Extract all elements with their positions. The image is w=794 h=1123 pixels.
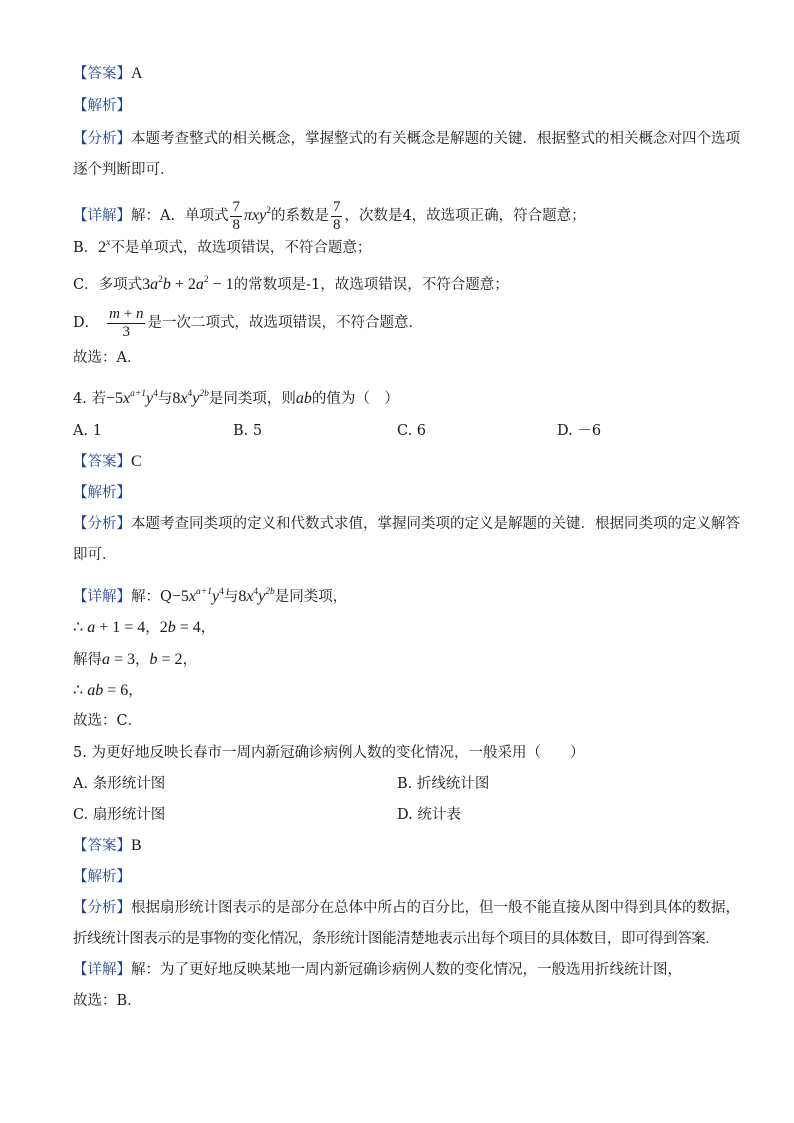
q4-step3 (73, 681, 143, 701)
fenxi-tag: 【分析】 (73, 516, 131, 532)
q5-fenxi-line1 (73, 898, 740, 918)
q4-step1 (73, 618, 215, 638)
fraction-m-plus-n-over-3: $\frac{m + n}{3}$ (109, 305, 144, 340)
therefore-symbol: ∴ (73, 682, 88, 699)
q3-detail-a (73, 193, 586, 234)
q3-option-d-detail (73, 304, 423, 342)
therefore-symbol: ∴ (73, 619, 88, 636)
detail-suffix: 是同类项， (274, 589, 348, 605)
answer-tag: 【答案】 (73, 454, 131, 470)
q5-option-d[interactable]: D. 统计表 (397, 807, 461, 823)
b-suffix: 不是单项式，故选项错误，不符合题意； (110, 240, 372, 256)
b-prefix: B． (73, 240, 99, 256)
polynomial-expr: $3a^2b + 2a^2 - 1$ (142, 275, 234, 293)
q4-detail (73, 582, 347, 607)
q4-option-b[interactable]: B. 5 (233, 423, 263, 439)
answer-value: C (131, 453, 142, 470)
eq-2b: 2b = 4 (159, 619, 201, 636)
step1-end: ， (200, 620, 216, 636)
power-expr: 2$^x$ (98, 238, 111, 256)
q5-choose: 故选：B． (73, 993, 142, 1009)
answer-tag: 【答案】 (73, 66, 131, 82)
answer-tag: 【答案】 (73, 838, 131, 854)
analysis-tag: 【解析】 (73, 869, 131, 885)
q4-stem-mid2: 是同类项，则 (208, 391, 296, 407)
fenxi-tag: 【分析】 (73, 131, 131, 147)
detail-mid: 与 (223, 589, 239, 605)
q5-option-a[interactable]: A. 条形统计图 (73, 776, 166, 792)
monomial-expr: πxy$^2$ (243, 206, 271, 224)
q4-stem-suffix: 的值为（ ） (311, 391, 399, 407)
q4-stem (73, 384, 399, 409)
eq-a-plus-1: a + 1 = 4 (87, 619, 146, 636)
q4-fenxi-line1 (73, 514, 740, 534)
detail-tag: 【详解】 (73, 589, 131, 605)
q5-analysis-heading (73, 867, 131, 887)
q4-option-d[interactable]: D. －6 (557, 423, 602, 439)
q4-ab: ab (295, 390, 312, 407)
fenxi-text: 根据扇形统计图表示的是部分在总体中所占的百分比，但一般不能直接从图中得到具体的数据， (131, 900, 740, 916)
q3-fenxi-line2: 逐个判断即可． (73, 162, 175, 178)
d-suffix: 是一次二项式，故选项错误，不符合题意． (147, 315, 423, 331)
detail-a-suffix: ，次数是4，故选项正确，符合题意； (344, 208, 586, 224)
q5-detail (73, 960, 682, 980)
q3-option-c-detail (73, 270, 509, 295)
answer-value: A (131, 65, 143, 82)
c-prefix: C．多项式 (73, 277, 143, 293)
q4-term1: $-5x^{a+1}y^4$ (105, 389, 158, 407)
q4-stem-prefix: 4. 若 (73, 391, 106, 407)
eq-a-3: a = 3 (102, 651, 136, 668)
q3-choose: 故选：A． (73, 350, 142, 366)
fenxi-text: 本题考查同类项的定义和代数式求值，掌握同类项的定义是解题的关键．根据同类项的定义解答 (131, 516, 740, 532)
detail-a-prefix: 解：A．单项式 (131, 208, 229, 224)
d-prefix: D． (73, 315, 100, 331)
q4-step2 (73, 650, 197, 670)
analysis-tag: 【解析】 (73, 485, 131, 501)
q5-fenxi-line2: 折线统计图表示的是事物的变化情况，条形统计图能清楚地表示出每个项目的具体数目，即可得到答案． (73, 931, 720, 947)
step2-sep: ， (135, 652, 150, 668)
q3-analysis-heading (73, 96, 131, 116)
detail-text: 解：为了更好地反映某地一周内新冠确诊病例人数的变化情况，一般选用折线统计图， (131, 962, 682, 978)
q3-answer-line (73, 64, 143, 84)
step3-end: ， (128, 683, 143, 699)
step2-prefix: 解得 (73, 652, 102, 668)
q4-answer-line (73, 452, 142, 472)
detail-tag: 【详解】 (73, 208, 131, 224)
q3-fenxi-line1 (73, 129, 740, 149)
fraction-7-8: $\frac{7}{8}$ (232, 198, 240, 233)
step1-sep: ， (145, 620, 160, 636)
detail-term2: $8x^4y^{2b}$ (238, 587, 275, 605)
q4-option-a[interactable]: A. 1 (73, 423, 102, 439)
detail-prefix: 解：Q (131, 589, 172, 605)
q5-option-b[interactable]: B. 折线统计图 (397, 776, 490, 792)
q3-option-b-detail (73, 233, 371, 258)
detail-a-mid: 的系数是 (270, 208, 329, 224)
step2-end: ， (182, 652, 198, 668)
fraction-7-8-coef: $\frac{7}{8}$ (332, 198, 341, 233)
analysis-tag: 【解析】 (73, 98, 131, 114)
q5-stem: 5. 为更好地反映长春市一周内新冠确诊病例人数的变化情况，一般采用（ ） (73, 745, 585, 761)
q5-answer-line (73, 836, 142, 856)
fenxi-text: 本题考查整式的相关概念，掌握整式的有关概念是解题的关键．根据整式的相关概念对四个选项 (131, 131, 740, 147)
q4-fenxi-line2: 即可． (73, 547, 117, 563)
q4-option-c[interactable]: C. 6 (397, 423, 427, 439)
eq-b-2: b = 2 (149, 651, 183, 668)
eq-ab-6: ab = 6 (87, 682, 129, 699)
q4-analysis-heading (73, 483, 131, 503)
fenxi-tag: 【分析】 (73, 900, 131, 916)
c-suffix: 的常数项是-1，故选项错误，不符合题意； (233, 277, 509, 293)
q4-stem-mid: 与 (157, 391, 173, 407)
answer-value: B (131, 837, 142, 854)
detail-term1: $-5x^{a+1}y^4$ (171, 587, 224, 605)
q4-term2: $8x^4y^{2b}$ (172, 389, 209, 407)
q5-option-c[interactable]: C. 扇形统计图 (73, 807, 166, 823)
q4-choose: 故选：C． (73, 713, 143, 729)
detail-tag: 【详解】 (73, 962, 131, 978)
